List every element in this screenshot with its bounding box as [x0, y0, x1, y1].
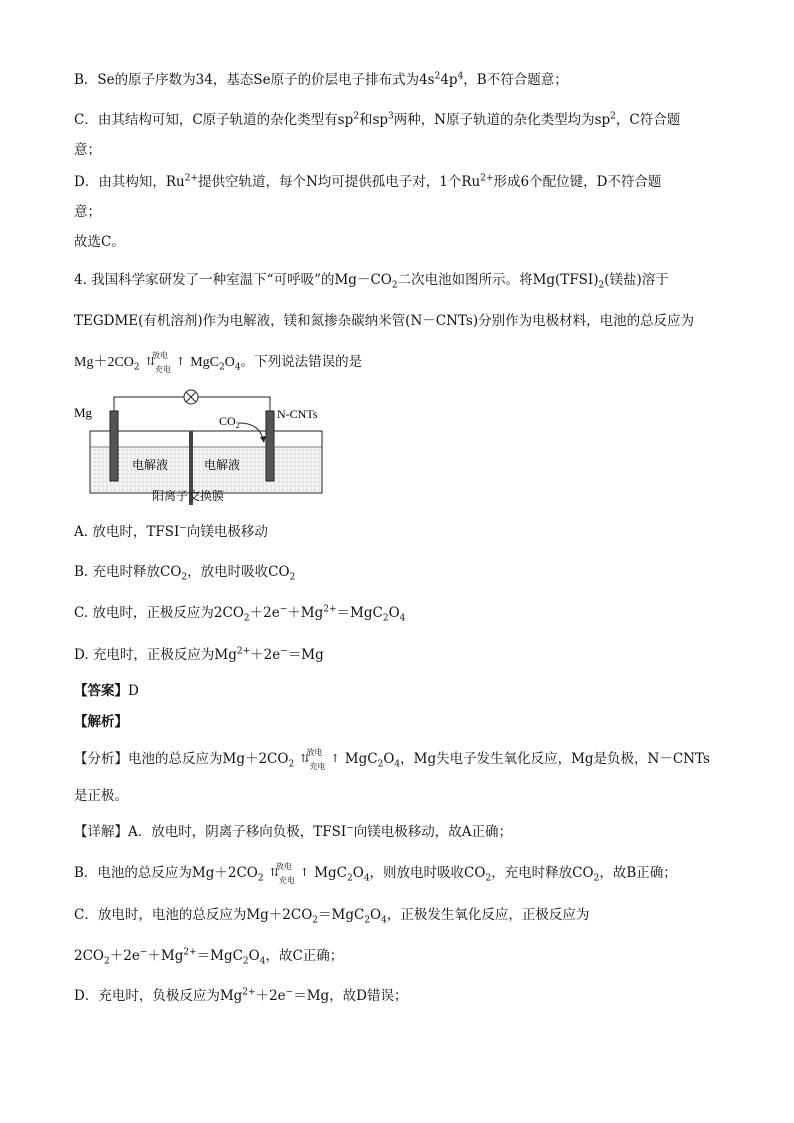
- sub: 2: [485, 873, 492, 884]
- sup: 2+: [184, 173, 198, 184]
- text: C. 放电时，正极反应为2CO: [74, 605, 244, 621]
- sup: −: [346, 823, 354, 834]
- sup: −: [179, 523, 187, 534]
- reversible-arrow-icon: [269, 861, 310, 885]
- arrow-left-glyph: ⇅: [145, 354, 156, 368]
- sub: 4: [399, 613, 406, 624]
- text: ，故C正确；: [265, 948, 344, 964]
- sub: 2: [382, 613, 389, 624]
- analysis-p6: [74, 946, 754, 966]
- text: ，C符合题: [615, 112, 681, 128]
- text: B．Se的原子序数为34，基态Se原子的价层电子排布式为4s: [74, 72, 435, 88]
- text: O: [352, 865, 364, 881]
- arrow-right-glyph: ↑: [299, 865, 310, 879]
- analysis-p2: 是正极。: [74, 788, 128, 804]
- text: 提供空轨道，每个N均可提供孤电子对，1个Ru: [197, 174, 481, 190]
- text: ＋2e: [109, 948, 140, 964]
- wire-left: [114, 397, 184, 413]
- text: O: [388, 605, 400, 621]
- answer-value: D: [128, 683, 139, 699]
- arrow-left-glyph: ⇅: [269, 865, 280, 879]
- prev-option-c-line2: 意；: [74, 142, 101, 158]
- text: 4p: [440, 72, 458, 88]
- text: ，则放电时吸收CO: [369, 865, 486, 881]
- question-line1: [74, 270, 754, 290]
- text: ＋2e: [249, 605, 280, 621]
- option-c: [74, 603, 754, 623]
- co2-sub: 2: [235, 421, 240, 430]
- sup: 2+: [183, 947, 197, 958]
- text: MgC: [344, 751, 378, 767]
- sup: 2+: [480, 173, 494, 184]
- sup: −: [279, 604, 288, 615]
- arrow-top: 放电: [306, 747, 323, 757]
- text: ＝Mg: [287, 647, 324, 663]
- text: ＝MgC: [336, 605, 383, 621]
- analysis-p1: [74, 749, 754, 769]
- sub: 4: [259, 956, 266, 967]
- sub: 4: [381, 915, 387, 926]
- right-electrolyte-label: 电解液: [204, 458, 241, 472]
- text: 向镁电极移动，故A正确；: [353, 824, 512, 840]
- sub: 2: [364, 915, 371, 926]
- text: ＋Mg: [287, 605, 324, 621]
- analysis-p5: [74, 905, 754, 925]
- sub: 4: [234, 362, 241, 373]
- text: C．放电时，电池的总反应为Mg＋2CO: [74, 907, 313, 923]
- mg-electrode: [110, 411, 118, 481]
- sub: 2: [377, 759, 384, 770]
- text: O: [248, 948, 260, 964]
- sub: 2: [288, 759, 295, 770]
- sub: 2: [242, 956, 249, 967]
- text: ，故D错误；: [329, 988, 408, 1004]
- text: ＋2e: [250, 647, 281, 663]
- text: ＝MgC: [196, 948, 243, 964]
- text: B．电池的总反应为Mg＋2CO: [74, 865, 258, 881]
- left-electrolyte-label: 电解液: [132, 458, 169, 472]
- analysis-p3: [74, 822, 754, 842]
- arrow-bottom: 充电: [154, 364, 171, 374]
- text: ＝MgC: [318, 907, 365, 923]
- sub: 2: [593, 873, 600, 884]
- text: ，放电时吸收CO: [187, 564, 290, 580]
- question-line3: [74, 352, 754, 373]
- arrow-bottom: 充电: [278, 875, 295, 885]
- sup: −: [139, 947, 148, 958]
- sub: 2: [289, 572, 296, 583]
- text: MgC: [314, 865, 347, 881]
- text: A. 放电时，TFSI: [74, 524, 180, 540]
- arrow-right-glyph: ↑: [175, 354, 186, 368]
- arrow-top: 放电: [275, 861, 292, 871]
- text: 形成6个配位键，D不符合题: [493, 174, 662, 190]
- option-b: [74, 562, 754, 582]
- text: ，B不符合题意；: [463, 72, 568, 88]
- sub: 2: [391, 280, 398, 291]
- sup: 2+: [236, 646, 251, 657]
- cnt-label: N-CNTs: [277, 407, 318, 421]
- sup: 2: [353, 111, 359, 122]
- text: ＋Mg: [147, 948, 184, 964]
- text: D．充电时，负极反应为Mg: [74, 988, 243, 1004]
- text: 2CO: [74, 948, 104, 964]
- co2-arrowhead: [260, 436, 266, 443]
- text: 。下列说法错误的是: [240, 354, 363, 370]
- text: 【详解】A．放电时，阴离子移向负极，TFSI: [74, 824, 347, 840]
- prev-option-d-line2: 意；: [74, 204, 101, 220]
- sub: 2: [219, 362, 225, 373]
- arrow-left-glyph: ⇅: [300, 751, 310, 765]
- sub: 2: [243, 613, 250, 624]
- text: 两种，N原子轨道的杂化类型均为sp: [393, 112, 611, 128]
- text: 和sp: [358, 112, 389, 128]
- mg-label: Mg: [74, 405, 93, 420]
- analysis-p4: [74, 863, 754, 883]
- arrow-right-glyph: ↑: [330, 751, 340, 765]
- sub: 2: [598, 280, 605, 291]
- sub: 4: [394, 759, 401, 770]
- text: Mg＋2CO: [74, 355, 134, 370]
- text: ＝Mg: [293, 988, 330, 1004]
- text: O: [224, 355, 235, 370]
- co2-label: [219, 414, 240, 430]
- sup: 2+: [242, 987, 256, 998]
- sup: 2: [434, 71, 441, 82]
- text: D．由其构知，Ru: [74, 174, 185, 190]
- arrow-bottom: 充电: [309, 761, 326, 771]
- sub: 2: [347, 873, 353, 884]
- option-a: [74, 522, 754, 542]
- sup: −: [285, 987, 294, 998]
- text: B. 充电时释放CO: [74, 564, 182, 580]
- prev-option-c-line1: [74, 110, 754, 130]
- sub: 2: [104, 956, 110, 967]
- analysis-p7: [74, 986, 754, 1006]
- wire-right: [198, 397, 270, 413]
- sub: 2: [312, 915, 319, 926]
- prev-option-b: [74, 70, 754, 90]
- text: O: [370, 907, 382, 923]
- membrane-label: 阳离子交换膜: [152, 489, 225, 503]
- text: ，充电时释放CO: [491, 865, 594, 881]
- sub: 2: [181, 572, 188, 583]
- sup: 2: [610, 111, 616, 122]
- sub: 4: [363, 873, 370, 884]
- text: 向镁电极移动: [186, 524, 268, 540]
- analysis-heading: 【解析】: [74, 714, 128, 730]
- prev-choose: 故选C。: [74, 234, 125, 250]
- text: MgC: [190, 355, 220, 370]
- text: 二次电池如图所示。将Mg(TFSI): [397, 272, 599, 288]
- answer-line: [74, 681, 754, 701]
- sup: 2+: [323, 604, 337, 615]
- text: 【分析】电池的总反应为Mg＋2CO: [74, 751, 289, 767]
- sub: 2: [133, 362, 140, 373]
- sup: 4: [457, 71, 464, 82]
- text: C．由其结构可知，C原子轨道的杂化类型有sp: [74, 112, 354, 128]
- text: D. 充电时，正极反应为Mg: [74, 647, 237, 663]
- reversible-arrow-icon: [300, 747, 340, 771]
- text: ＋2e: [255, 988, 286, 1004]
- option-d: [74, 645, 754, 665]
- text: ，Mg失电子发生氧化反应，Mg是负极，N－CNTs: [400, 751, 710, 767]
- sub: 2: [257, 873, 264, 884]
- reversible-arrow-icon: [145, 350, 186, 374]
- text: O: [383, 751, 395, 767]
- sup: 3: [388, 111, 394, 122]
- prev-option-d-line1: [74, 172, 754, 192]
- text: (镁盐)溶于: [604, 272, 669, 288]
- text: ，故B正确；: [599, 865, 677, 881]
- text: 4. 我国科学家研发了一种室温下“可呼吸”的Mg－CO: [74, 272, 392, 288]
- answer-label: 【答案】: [74, 683, 128, 699]
- arrow-top: 放电: [151, 350, 168, 360]
- co2-text: CO: [219, 414, 236, 428]
- text: ，正极发生氧化反应，正极反应为: [386, 907, 590, 923]
- question-line2: TEGDME(有机溶剂)作为电解液，镁和氮掺杂碳纳米管(N－CNTs)分别作为电极材料，电池的总反应为: [74, 313, 695, 329]
- cnt-electrode: [266, 411, 274, 481]
- sup: −: [280, 646, 288, 657]
